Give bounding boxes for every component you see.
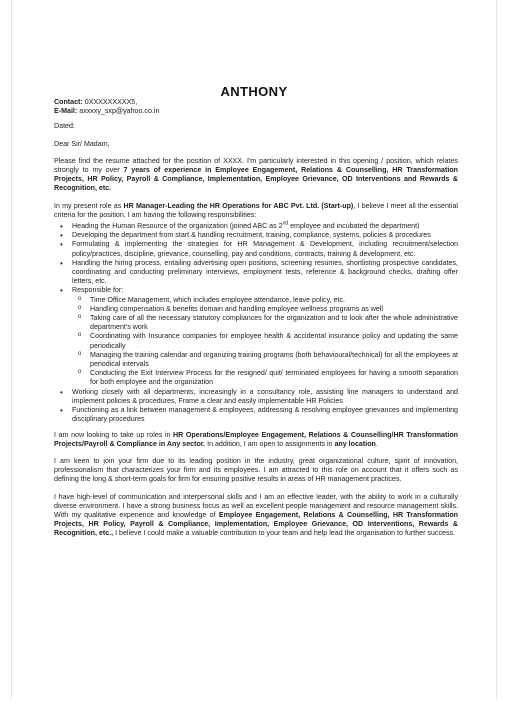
contact-line bbox=[54, 98, 458, 107]
list-item: • Developing the department from start & handling recruitment, training, compliance, systems, policies & procedures bbox=[72, 231, 458, 240]
looking-text-3: . bbox=[375, 439, 378, 448]
paragraph-looking bbox=[54, 431, 458, 449]
applicant-name: ANTHONY bbox=[220, 84, 288, 99]
role-text-1: In my present role as bbox=[54, 201, 124, 210]
sub-list-item: o Managing the training calendar and organizing training programs (both behavioural/technical) for all the employees at periodical intervals bbox=[90, 351, 458, 369]
contact-label: Contact: bbox=[54, 98, 83, 106]
role-bold: HR Manager-Leading the HR Operations for ABC Pvt. Ltd. (Start-up) bbox=[123, 201, 354, 210]
looking-bold-2: any location bbox=[334, 439, 376, 448]
email-line bbox=[54, 107, 458, 116]
responsibilities-list bbox=[54, 222, 458, 424]
letter-body bbox=[54, 84, 458, 547]
contact-value: 0XXXXXXXXX5, bbox=[84, 98, 138, 106]
sub-list-item: o Conducting the Exit Interview Process for the resigned/ quit/ terminated employees for having a smooth separation for both employee and the organization bbox=[90, 369, 458, 387]
list-item: • Handling the hiring process, entailing advertising open positions, screening resumes, shortlisting prospective candidates, coordinating and conducting preliminary interviews, employment tests, reference & background checks, drafting offer letters, etc. bbox=[72, 259, 458, 287]
superscript: nd bbox=[282, 220, 289, 227]
skills-text-1: I have high-level of communication and interpersonal skills and I am an effective leader, with the ability to work in a culturally diverse environment. I have a strong business focus as well as excellent people management and resource management skills. With my qualitative experience and knowledge of bbox=[54, 492, 458, 519]
intro-bold: 7 years of experience in Employee Engagement, Relations & Counselling, HR Transformation Projects, HR Policy, Payroll & Compliance, Implementation, Employee Grievance, OD Interventions and Rewards & Recognition, etc. bbox=[54, 166, 458, 193]
sub-list-item: o Time Office Management, which includes employee attendance, leave policy, etc. bbox=[90, 296, 458, 305]
looking-text-2: In addition, I am open to assignments in bbox=[205, 439, 335, 448]
looking-bold-1: HR Operations/Employee Engagement, Relations & Counselling/HR Transformation Projects/Payroll & Compliance in Any sector. bbox=[54, 430, 458, 448]
skills-bold: Employee Engagement, Relations & Counselling, HR Transformation Projects, HR Policy, Payroll & Compliance, Implementation, Employee Grievance, OD Interventions, Rewards & Recognition, etc., bbox=[54, 510, 458, 538]
list-item: • Functioning as a link between management & employees, addressing & resolving employee grievances and implementing disciplinary procedures bbox=[72, 406, 458, 424]
sub-list-item: o Coordinating with Insurance companies for employee health & accidental insurance policy and updating the same periodically bbox=[90, 332, 458, 350]
paragraph-keen: I am keen to join your firm due to its leading position in the industry, great organizational culture, spirit of innovation, professionalism that characterizes your firm and its employees. I am attracted to this role on account that it offers such as defining the long & short-term goals for firm for ensuring positive results in areas of HR management practices. bbox=[54, 456, 458, 484]
intro-text: Please find the resume attached for the position of XXXX. I'm particularly interested in this opening / position, which relates strongly to my over bbox=[54, 156, 458, 175]
sub-list-item: o Handling compensation & benefits domain and handling employee wellness programs as well bbox=[90, 305, 458, 314]
list-item: • Formulating & implementing the strategies for HR Management & Development, including recruitment/selection policy/practices, discipline, grievance, counselling, pay and conditions, contracts, training & development, etc. bbox=[72, 240, 458, 258]
email-value: axxxxy_sxp@yahoo.co.in bbox=[79, 107, 160, 116]
list-item-text: Heading the Human Resource of the organization (joined ABC as 2 bbox=[72, 222, 283, 231]
paragraph-present-role bbox=[54, 202, 458, 220]
skills-text-2: I believe I could make a valuable contribution to your team and help lead the organisation to further success. bbox=[113, 529, 456, 538]
sub-list-item: o Taking care of all the necessary statutory compliances for the organization and to look after the whole administrative department's work bbox=[90, 314, 458, 332]
list-item bbox=[72, 286, 458, 387]
dated-line: Dated: bbox=[54, 122, 75, 131]
contact-block bbox=[54, 98, 458, 116]
list-item-text: employee and incubated the department) bbox=[288, 222, 420, 231]
list-item: • Working closely with all departments, increasingly in a consultancy role, assisting line managers to understand and implement policies & procedures, Frame a clear and easily implementable HR Policies bbox=[72, 388, 458, 406]
paragraph-skills bbox=[54, 493, 458, 539]
letter-page bbox=[11, 0, 497, 700]
looking-text-1: I am now looking to take up roles in bbox=[54, 430, 174, 439]
role-text-2: , I believe I meet all the essential criteria for the position. I am having the following responsibilities: bbox=[54, 201, 459, 219]
paragraph-intro bbox=[54, 157, 458, 194]
email-label: E-Mail: bbox=[54, 107, 78, 116]
sub-list bbox=[72, 296, 458, 388]
list-item bbox=[72, 222, 458, 231]
salutation: Dear Sir/ Madam, bbox=[54, 139, 110, 148]
list-item-text: Responsible for: bbox=[72, 286, 124, 295]
